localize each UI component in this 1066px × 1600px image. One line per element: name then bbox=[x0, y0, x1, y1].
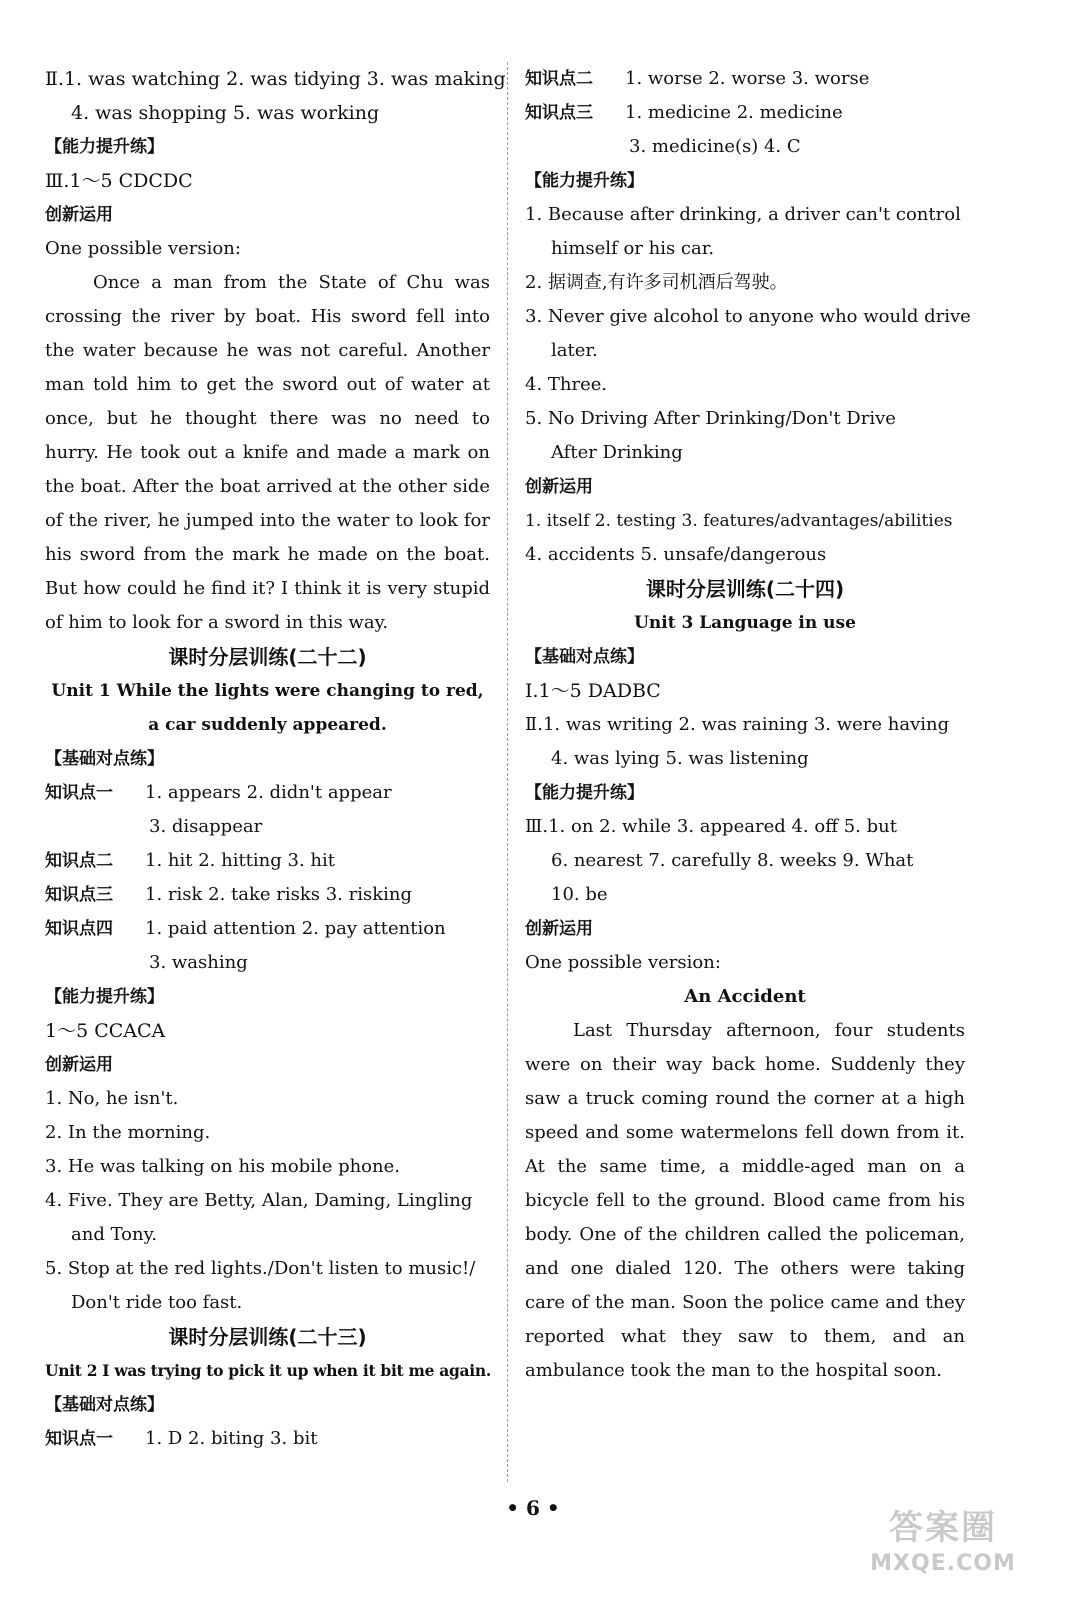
knowledge-point-3-label: 知识点三 bbox=[45, 885, 113, 905]
knowledge-point-2-label: 知识点二 bbox=[525, 69, 593, 89]
knowledge-point-1-cont: 3. disappear bbox=[149, 816, 263, 837]
answer-4-cont: and Tony. bbox=[71, 1224, 158, 1245]
page-number: • 6 • bbox=[506, 1496, 560, 1520]
left-column bbox=[45, 62, 506, 1456]
knowledge-point-2-label: 知识点二 bbox=[45, 851, 113, 871]
knowledge-point-4-cont: 3. washing bbox=[149, 952, 248, 973]
section-ability: 【能力提升练】 bbox=[525, 171, 644, 191]
exercise-1-answers: Ⅰ.1～5 DADBC bbox=[525, 680, 661, 702]
knowledge-point-2-answers: 1. worse 2. worse 3. worse bbox=[625, 68, 870, 89]
answer-5-cont: Don't ride too fast. bbox=[71, 1292, 243, 1313]
watermark-logo: 答案圈 bbox=[889, 1508, 997, 1548]
essay-accident: Last Thursday afternoon, four students were on their way back home. Suddenly they saw a truck coming round the corner at a high speed and some watermelons fell down from it. At the same time, a middle-aged man on a bicycle fell to the ground. Blood came from his body. One of the children called the policeman, and one dialed 120. The others were taking care of the man. Soon the police came and they reported what they saw to them, and an ambulance took the man to the hospital soon. bbox=[525, 1020, 965, 1381]
reading-answer-5: 5. No Driving After Drinking/Don't Drive bbox=[525, 408, 896, 429]
fill-answers-2: 4. accidents 5. unsafe/dangerous bbox=[525, 544, 827, 565]
answer-1: 1. No, he isn't. bbox=[45, 1088, 179, 1109]
knowledge-point-2-answers: 1. hit 2. hitting 3. hit bbox=[145, 850, 335, 871]
unit-1-title: Unit 1 While the lights were changing to red, bbox=[51, 681, 484, 701]
exercise-2-answers-cont: 4. was lying 5. was listening bbox=[551, 748, 809, 769]
exercise-3-answers: Ⅲ.1. on 2. while 3. appeared 4. off 5. but bbox=[525, 816, 897, 837]
exercise-2-answers: Ⅱ.1. was watching 2. was tidying 3. was making bbox=[45, 68, 506, 90]
exercise-2-answers: Ⅱ.1. was writing 2. was raining 3. were having bbox=[525, 714, 950, 735]
reading-answer-1: 1. Because after drinking, a driver can't control bbox=[525, 204, 961, 225]
knowledge-point-3-answers: 1. medicine 2. medicine bbox=[625, 102, 843, 123]
section-basic: 【基础对点练】 bbox=[525, 647, 644, 667]
reading-answer-5-cont: After Drinking bbox=[551, 442, 683, 463]
reading-answer-3: 3. Never give alcohol to anyone who would drive bbox=[525, 306, 971, 327]
section-innovation: 创新运用 bbox=[525, 477, 593, 497]
knowledge-point-4-answers: 1. paid attention 2. pay attention bbox=[145, 918, 446, 939]
reading-answer-3-cont: later. bbox=[551, 340, 598, 361]
watermark-url: MXQE.COM bbox=[870, 1551, 1016, 1576]
multiple-choice-answers: 1～5 CCACA bbox=[45, 1020, 166, 1042]
right-column bbox=[525, 62, 971, 1388]
section-innovation: 创新运用 bbox=[45, 205, 113, 225]
exercise-3-answers-cont: 6. nearest 7. carefully 8. weeks 9. What bbox=[551, 850, 914, 871]
knowledge-point-3-answers: 1. risk 2. take risks 3. risking bbox=[145, 884, 413, 905]
knowledge-point-1-label: 知识点一 bbox=[45, 783, 113, 803]
column-divider bbox=[507, 62, 509, 1482]
answer-5: 5. Stop at the red lights./Don't listen to music!/ bbox=[45, 1258, 476, 1279]
section-innovation: 创新运用 bbox=[525, 919, 593, 939]
section-innovation: 创新运用 bbox=[45, 1055, 113, 1075]
reading-answer-4: 4. Three. bbox=[525, 374, 608, 395]
answer-2: 2. In the morning. bbox=[45, 1122, 211, 1143]
knowledge-point-1-answers: 1. appears 2. didn't appear bbox=[145, 782, 392, 803]
reading-answer-1-cont: himself or his car. bbox=[551, 238, 715, 259]
section-ability: 【能力提升练】 bbox=[525, 783, 644, 803]
knowledge-point-3-cont: 3. medicine(s) 4. C bbox=[629, 136, 801, 157]
unit-2-title: Unit 2 I was trying to pick it up when it bit me again. bbox=[45, 1361, 491, 1380]
exercise-2-answers-cont: 4. was shopping 5. was working bbox=[71, 102, 380, 124]
lesson-title-24: 课时分层训练(二十四) bbox=[645, 577, 845, 601]
unit-3-title: Unit 3 Language in use bbox=[634, 613, 856, 633]
essay-chu-sword: Once a man from the State of Chu was crossing the river by boat. His sword fell into the water because he was not careful. Another man told him to get the sword out of water at once, but he thought there was no need to hurry. He took out a knife and made a mark on the boat. After the boat arrived at the other side of the river, he jumped into the water to look for his sword from the mark he made on the boat. But how could he find it? I think it is very stupid of him to look for a sword in this way. bbox=[45, 272, 490, 633]
answer-3: 3. He was talking on his mobile phone. bbox=[45, 1156, 400, 1177]
reading-answer-2: 2. 据调查,有许多司机酒后驾驶。 bbox=[525, 272, 788, 293]
watermark bbox=[848, 1505, 1038, 1585]
exercise-3-answers-cont2: 10. be bbox=[551, 884, 608, 905]
section-basic: 【基础对点练】 bbox=[45, 749, 164, 769]
knowledge-point-3-label: 知识点三 bbox=[525, 103, 593, 123]
fill-answers-1: 1. itself 2. testing 3. features/advantages/abilities bbox=[525, 511, 953, 531]
version-label: One possible version: bbox=[525, 952, 721, 973]
exercise-3-answers: Ⅲ.1～5 CDCDC bbox=[45, 170, 193, 192]
knowledge-point-4-label: 知识点四 bbox=[45, 919, 113, 939]
version-label: One possible version: bbox=[45, 238, 241, 259]
lesson-title-23: 课时分层训练(二十三) bbox=[168, 1325, 367, 1349]
section-ability: 【能力提升练】 bbox=[45, 137, 164, 157]
answer-4: 4. Five. They are Betty, Alan, Daming, Lingling bbox=[45, 1190, 473, 1211]
unit-1-title-cont: a car suddenly appeared. bbox=[148, 715, 387, 735]
lesson-title-22: 课时分层训练(二十二) bbox=[168, 645, 367, 669]
essay-title: An Accident bbox=[684, 986, 806, 1007]
section-basic: 【基础对点练】 bbox=[45, 1395, 164, 1415]
knowledge-point-1-answers: 1. D 2. biting 3. bit bbox=[145, 1428, 318, 1449]
section-ability: 【能力提升练】 bbox=[45, 987, 164, 1007]
knowledge-point-1-label: 知识点一 bbox=[45, 1429, 113, 1449]
